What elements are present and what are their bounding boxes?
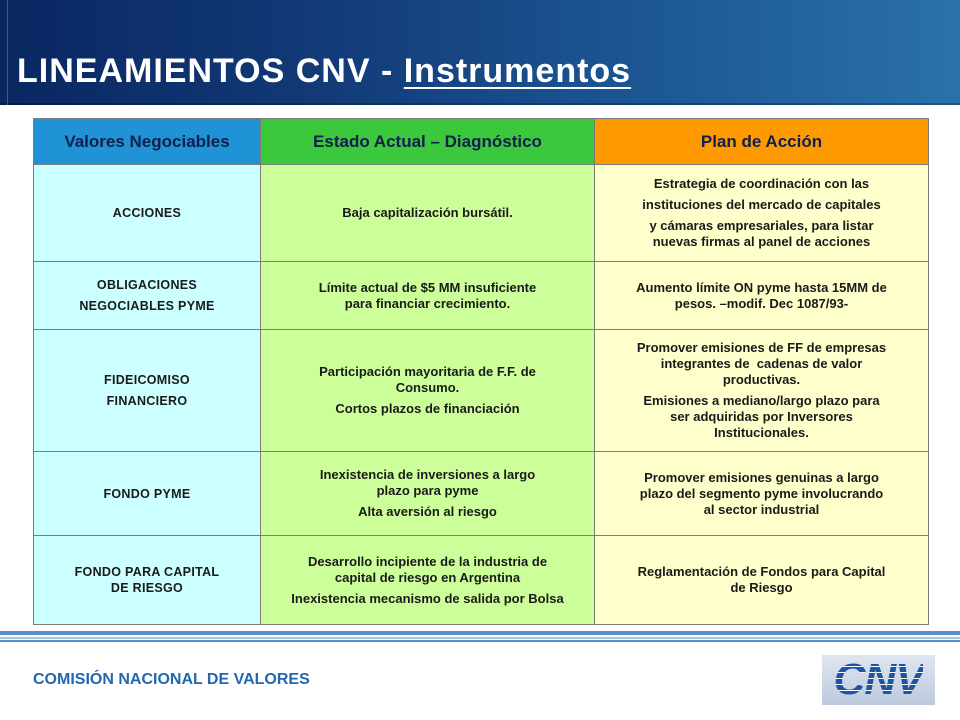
banner-edge-line [7,0,8,105]
cnv-logo [822,655,935,705]
cell-paragraph [640,470,883,518]
cell-text-line: ser adquiridas por Inversores [670,409,853,424]
action-plan-cell [595,330,928,451]
cell-paragraph [308,554,547,586]
cell-paragraph [319,280,536,312]
cell-text-line: instituciones del mercado de capitales [642,197,881,212]
cell-paragraph [654,176,869,192]
cell-text-line: Baja capitalización bursátil. [342,205,513,220]
cell-text-line: de Riesgo [730,580,793,595]
cell-text-line: FONDO PYME [103,486,191,501]
cell-text-line: y cámaras empresariales, para listar [649,218,874,233]
cell-text-line: Inexistencia mecanismo de salida por Bolsa [291,590,564,606]
cell-paragraph [320,467,535,499]
title-banner [0,0,960,105]
cell-paragraph [107,393,188,409]
instrument-cell [34,330,260,451]
cell-text-line: Cortos plazos de financiación [335,401,520,416]
title-prefix: LINEAMIENTOS CNV - [17,52,404,90]
cell-text-line: Emisiones a mediano/largo plazo para [643,393,880,408]
column-header-plan-de-accion: Plan de Acción [595,119,928,164]
cell-text-line: Institucionales. [714,425,809,440]
cell-paragraph [75,564,220,596]
cell-text-line: Promover emisiones de FF de empresas [636,340,887,355]
cnv-logo-lettering: CNV [833,655,924,704]
cell-text-line: Consumo. [395,380,460,395]
diagnosis-cell [261,330,594,451]
cell-text-line: pesos. –modif. Dec 1087/93- [674,295,849,311]
action-plan-cell [595,262,928,329]
cell-text-line: ACCIONES [112,206,182,220]
cell-text-line: FINANCIERO [106,394,188,408]
diagnosis-cell [261,536,594,624]
instrument-cell [34,262,260,329]
footer-rule [0,640,960,642]
cell-text-line: productivas. [722,372,801,387]
cell-paragraph [649,218,873,250]
cell-text-line: para financiar crecimiento. [344,295,511,311]
cell-text-line: OBLIGACIONES [96,278,198,292]
diagnosis-cell [261,262,594,329]
cell-paragraph [79,298,214,314]
cell-text-line: DE RIESGO [110,581,184,595]
cell-text-line: al sector industrial [703,501,820,517]
cell-text-line: FIDEICOMISO [104,373,190,387]
cell-text-line: capital de riesgo en Argentina [334,569,521,585]
organization-name: COMISIÓN NACIONAL DE VALORES [33,671,310,688]
footer-rule [0,637,960,639]
cell-paragraph [97,277,197,293]
instrument-cell [34,452,260,535]
cell-text-line: Alta aversión al riesgo [358,504,497,519]
cell-paragraph [636,280,887,312]
cell-text-line: NEGOCIABLES PYME [79,299,215,313]
action-plan-cell [595,452,928,535]
action-plan-cell [595,536,928,624]
cell-paragraph [104,372,190,388]
cell-paragraph [358,504,497,520]
cell-text-line: integrantes de cadenas de valor [660,356,863,371]
cell-text-line: Estrategia de coordinación con las [653,176,870,191]
cell-text-line: Desarrollo incipiente de la industria de [307,553,548,569]
cell-paragraph [642,197,880,213]
action-plan-cell [595,165,928,261]
cell-text-line: plazo del segmento pyme involucrando [639,485,884,501]
cell-paragraph [103,486,190,502]
cell-text-line: Inexistencia de inversiones a largo [319,467,536,482]
diagnosis-cell [261,165,594,261]
instrument-cell [34,536,260,624]
cell-text-line: Aumento límite ON pyme hasta 15MM de [636,279,887,295]
column-header-estado-actual: Estado Actual – Diagnóstico [261,119,594,164]
title-emphasis: Instrumentos [403,52,632,90]
cell-paragraph [113,205,181,221]
cell-text-line: FONDO PARA CAPITAL [74,565,220,579]
cell-paragraph [335,401,519,417]
cell-text-line: Reglamentación de Fondos para Capital [637,564,886,579]
cell-text-line: plazo para pyme [376,483,479,498]
cell-text-line: nuevas firmas al panel de acciones [652,234,871,249]
instrument-cell [34,165,260,261]
cell-text-line: Promover emisiones genuinas a largo [644,469,879,485]
cell-paragraph [342,205,513,221]
instruments-table [33,118,929,625]
footer-rule [0,631,960,635]
cell-paragraph [638,564,886,596]
cell-text-line: Participación mayoritaria de F.F. de [319,364,536,379]
cell-paragraph [643,393,879,441]
column-header-valores-negociables: Valores Negociables [34,119,260,164]
cell-paragraph [291,591,563,607]
diagnosis-cell [261,452,594,535]
cell-text-line: Límite actual de $5 MM insuficiente [318,279,537,295]
cell-paragraph [637,340,886,388]
cell-paragraph [319,364,536,396]
slide-title [17,51,631,91]
